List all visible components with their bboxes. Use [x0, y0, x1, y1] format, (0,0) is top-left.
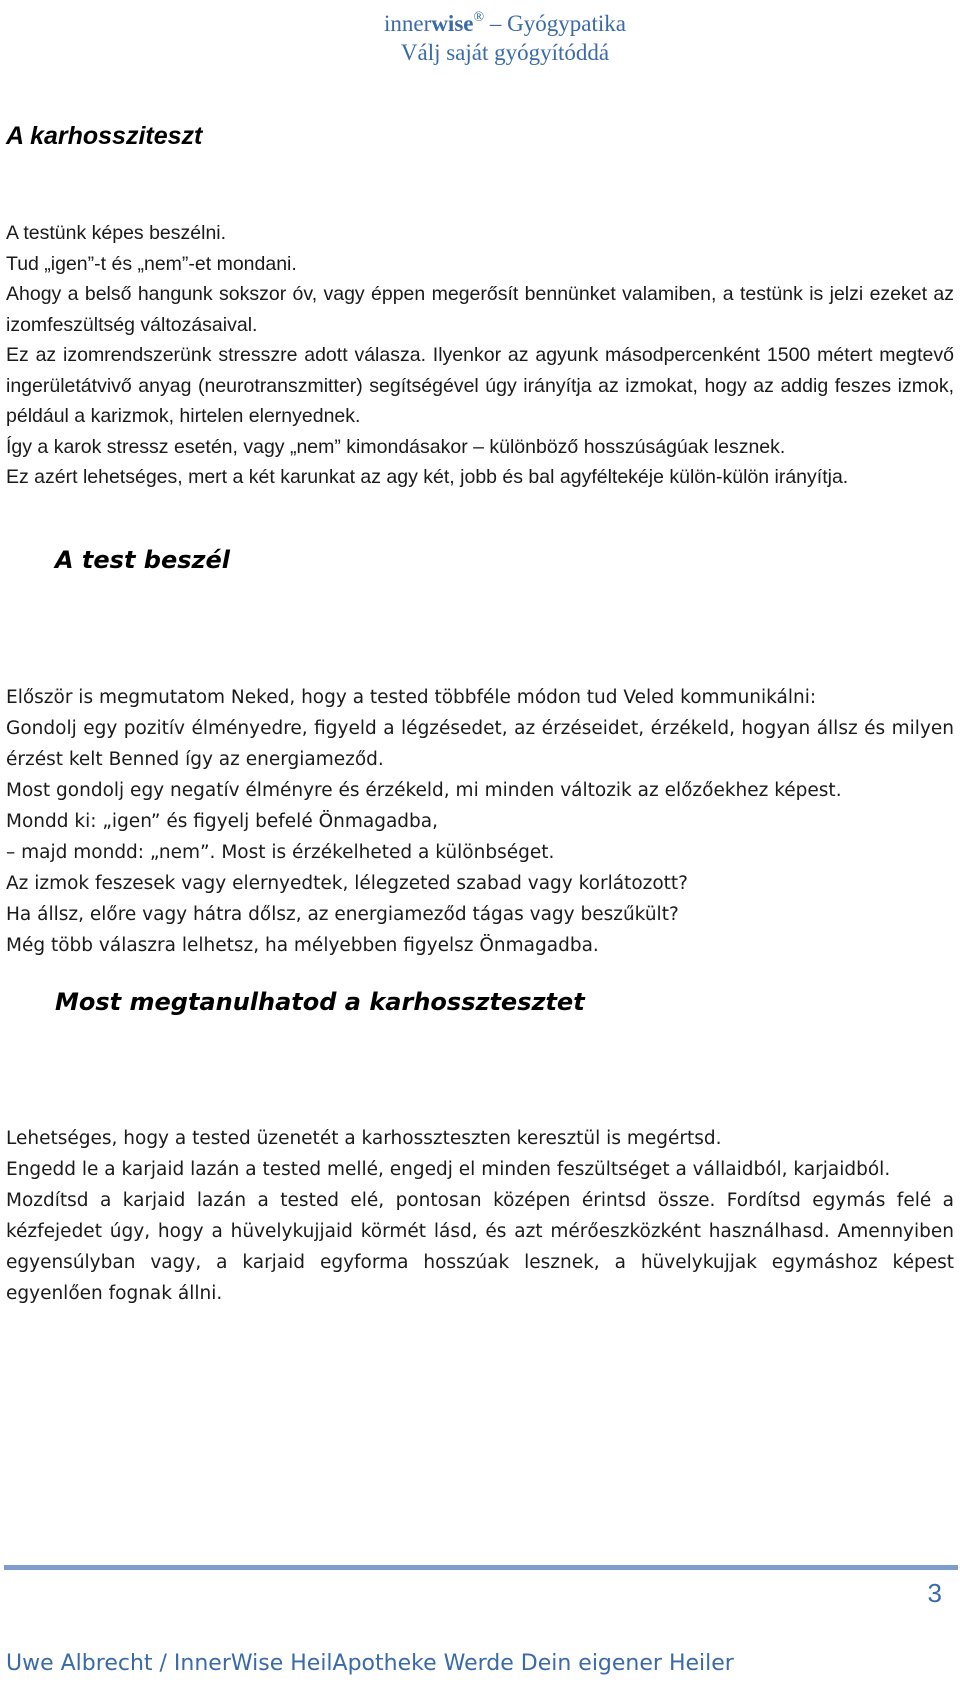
page-title: A karhossziteszt [6, 122, 203, 150]
body-line: Mozdítsd a karjaid lazán a tested elé, pontosan középen érintsd össze. Fordítsd egymás felé a kézfejedet úgy, hogy a hüvelykujjaid körmét lásd, és azt mérőeszközként használhasd. Amennyiben egyensúlyban vagy, a karjaid egyforma hosszúak lesznek, a hüvelykujjak egymáshoz képest egyenlően fognak állni. [6, 1190, 954, 1304]
section-heading-test: A test beszél [55, 546, 231, 574]
brand-wise: wise [431, 11, 474, 36]
section-heading-learn: Most megtanulhatod a karhossztesztet [55, 988, 585, 1016]
body-line: Ha állsz, előre vagy hátra dőlsz, az energiameződ tágas vagy beszűkült? [6, 904, 679, 925]
body-line: – majd mondd: „nem”. Most is érzékelheted a különbséget. [6, 842, 555, 863]
header-brand [0, 4, 960, 38]
body-line: Még több válaszra lelhetsz, ha mélyebben figyelsz Önmagadba. [6, 935, 599, 956]
page-number: 3 [927, 1578, 942, 1608]
intro-line: Ez azért lehetséges, mert a két karunkat az agy két, jobb és bal agyféltekéje külön-külön irányítja. [6, 466, 849, 488]
intro-line: Így a karok stressz esetén, vagy „nem” kimondásakor – különböző hosszúságúak lesznek. [6, 435, 786, 458]
body-line: Lehetséges, hogy a tested üzenetét a karhosszteszten keresztül is megértsd. [6, 1128, 722, 1149]
intro-line: A testünk képes beszélni. [6, 222, 227, 244]
section-test-body [6, 682, 954, 961]
intro-line: Ez az izomrendszerünk stresszre adott válasza. Ilyenkor az agyunk másodpercenként 1500 métert megtevő ingerületátvivő anyag (neurotranszmitter) segítségével úgy irányítja az izmokat, hogy az addig feszes izmok, például a karizmok, hirtelen elernyednek. [6, 344, 954, 427]
body-line: Mondd ki: „igen” és figyelj befelé Önmagadba, [6, 811, 439, 832]
intro-line: Tud „igen”-t és „nem”-et mondani. [6, 252, 297, 275]
body-line: Most gondolj egy negatív élményre és érzékeld, mi minden változik az előzőekhez képest. [6, 780, 842, 801]
brand-rest: – Gyógypatika [484, 11, 626, 36]
header-tagline: Válj saját gyógyítóddá [400, 40, 610, 65]
intro-line: Ahogy a belső hangunk sokszor óv, vagy éppen megerősít bennünket valamiben, a testünk is jelzi ezeket az izomfeszültség változásaival. [6, 283, 954, 336]
footer-rule [4, 1565, 958, 1570]
section-learn-body [6, 1123, 954, 1309]
body-line: Először is megmutatom Neked, hogy a tested többféle módon tud Veled kommunikálni: [6, 687, 817, 708]
body-line: Az izmok feszesek vagy elernyedtek, lélegzeted szabad vagy korlátozott? [6, 873, 688, 894]
brand-inner: inner [384, 11, 432, 36]
body-line: Gondolj egy pozitív élményedre, figyeld a légzésedet, az érzéseidet, érzékeld, hogyan állsz és milyen érzést kelt Benned így az energiameződ. [6, 718, 954, 770]
page-header [0, 4, 960, 68]
registered-mark: ® [473, 10, 485, 25]
page-footer: Uwe Albrecht / InnerWise HeilApotheke Werde Dein eigener Heiler [6, 1651, 734, 1676]
intro-paragraph [6, 218, 954, 493]
body-line: Engedd le a karjaid lazán a tested mellé, engedj el minden feszültséget a vállaidból, karjaidból. [6, 1159, 891, 1180]
